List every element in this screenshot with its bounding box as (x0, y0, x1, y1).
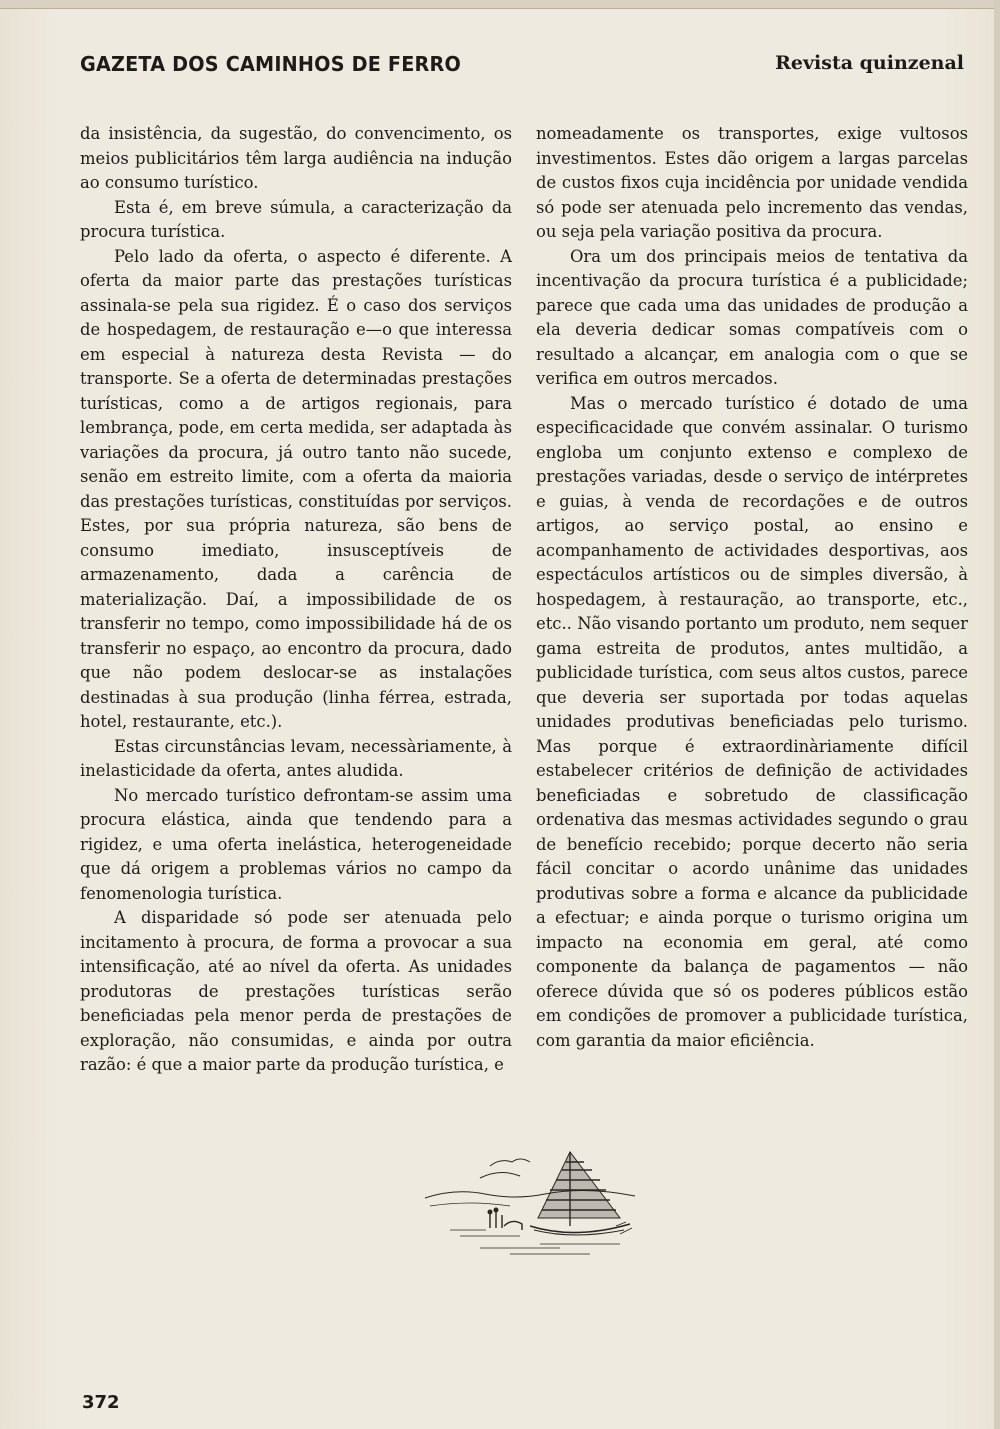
publication-title: GAZETA DOS CAMINHOS DE FERRO (80, 52, 461, 76)
page-number: 372 (82, 1392, 120, 1413)
paragraph: nomeadamente os transportes, exige vultosos investimentos. Estes dão origem a largas parcelas de custos fixos cuja incidência por unidade vendida só pode ser atenuada pelo incremento das vendas, ou seja pela variação positiva da procura. (536, 124, 968, 241)
paragraph: Esta é, em breve súmula, a caracterização da procura turística. (80, 197, 512, 241)
paragraph: Pelo lado da oferta, o aspecto é diferente. A oferta da maior parte das prestações turísticas assinala-se pela sua rigidez. É o caso dos serviços de hospedagem, de restauração e—o que interessa em especial à natureza desta Revista — do transporte. Se a oferta de determinadas prestações turísticas, como a de artigos regionais, para lembrança, pode, em certa medida, ser adaptada às variações da procura, já outro tanto não sucede, senão em estreito limite, com a oferta da maioria das prestações turísticas, constituídas por serviços. Estes, por sua própria natureza, são bens de consumo imediato, insusceptíveis de armazenamento, dada a carência de materialização. Daí, a impossibilidade de os transferir no tempo, como impossibilidade há de os transferir no espaço, ao encontro da procura, dado que não podem deslocar-se as instalações destinadas à sua produção (linha férrea, estrada, hotel, restaurante, etc.). (80, 246, 512, 731)
paragraph: da insistência, da sugestão, do convencimento, os meios publicitários têm larga audiência na indução ao consumo turístico. (80, 124, 512, 192)
page-right-edge (994, 0, 1000, 1429)
paragraph: No mercado turístico defrontam-se assim uma procura elástica, ainda que tendendo para a rigidez, e uma oferta inelástica, heterogeneidade que dá origem a problemas vários no campo da fenomenologia turística. (80, 785, 512, 903)
running-header (80, 52, 964, 86)
river-boat-illustration (420, 1140, 640, 1260)
right-text-column (536, 122, 968, 1053)
paragraph: A disparidade só pode ser atenuada pelo incitamento à procura, de forma a provocar a sua intensificação, até ao nível da oferta. As unidades produtoras de prestações turísticas serão beneficiadas pela menor perda de prestações de exploração, não consumidas, e ainda por outra razão: é que a maior parte da produção turística, e (80, 908, 512, 1074)
paragraph: Ora um dos principais meios de tentativa da incentivação da procura turística é a publicidade; parece que cada uma das unidades de produção a ela deveria dedicar somas compatíveis com o resultado a alcançar, em analogia com o que se verifica em outros mercados. (536, 246, 968, 388)
publication-subtitle: Revista quinzenal (775, 52, 964, 74)
page-top-edge (0, 0, 1000, 9)
paragraph: Mas o mercado turístico é dotado de uma especificacidade que convém assinalar. O turismo engloba um conjunto extenso e complexo de prestações variadas, desde o serviço de intérpretes e guias, à venda de recordações e de outros artigos, ao serviço postal, ao ensino e acompanhamento de actividades desportivas, aos espectáculos artísticos ou de simples diversão, à hospedagem, à restauração, ao transporte, etc., etc.. Não visando portanto um produto, nem sequer gama estreita de produtos, antes multidão, a publicidade turística, com seus altos custos, parece que deveria ser suportada por todas aquelas unidades produtivas beneficiadas pelo turismo. Mas porque é extraordinàriamente difícil estabelecer critérios de definição de actividades beneficiadas e sobretudo de classificação ordenativa das mesmas actividades segundo o grau de benefício recebido; porque decerto não seria fácil concitar o acordo unânime das unidades produtivas sobre a forma e alcance da publicidade a efectuar; e ainda porque o turismo origina um impacto na economia em geral, até como componente da balança de pagamentos — não oferece dúvida que só os poderes públicos estão em condições de promover a publicidade turística, com garantia da maior eficiência. (536, 393, 968, 1050)
left-text-column (80, 122, 512, 1078)
paragraph: Estas circunstâncias levam, necessàriamente, à inelasticidade da oferta, antes aludida. (80, 736, 512, 780)
